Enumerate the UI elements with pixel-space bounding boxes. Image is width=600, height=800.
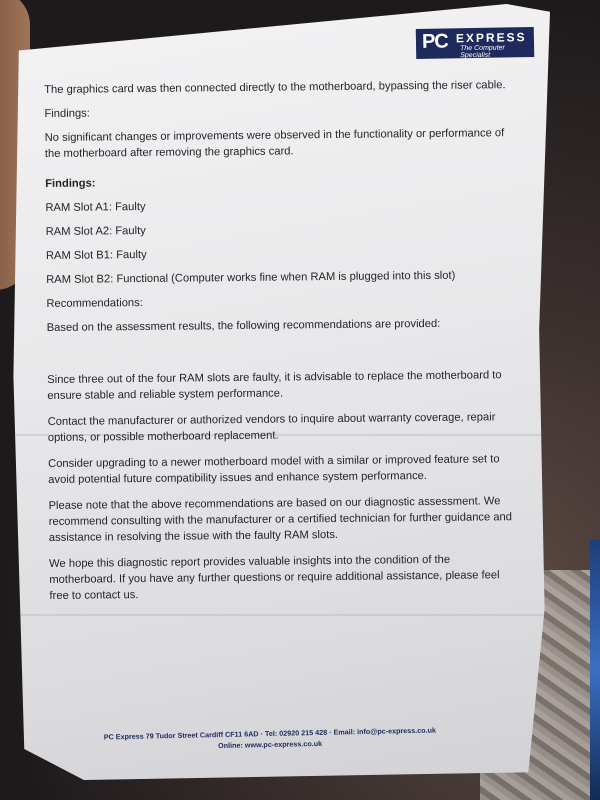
background-object — [590, 540, 600, 800]
recommendation-item: Consider upgrading to a newer motherboard model with a similar or improved feature set to avoid potential future compatibility issues and enhance system performance. — [48, 453, 500, 486]
pc-express-logo — [416, 27, 535, 59]
note-paragraph: Please note that the above recommendations are based on our diagnostic assessment. We recommend consulting with the manufacturer or a certified technician for further guidance and assistance in resolving the issue with the faulty RAM slots. — [48, 495, 513, 544]
logo-express: EXPRESS — [455, 30, 527, 46]
recommendation-item: Since three out of the four RAM slots are faulty, it is advisable to replace the motherboard to ensure stable and reliable system performance. — [47, 369, 502, 402]
paper-crease — [8, 614, 550, 616]
intro-line: The graphics card was then connected directly to the motherboard, bypassing the riser cable. — [44, 79, 506, 96]
findings-label: Findings: — [44, 107, 90, 120]
ram-slot-b1: RAM Slot B1: Faulty — [45, 248, 147, 262]
ram-slot-b2: RAM Slot B2: Functional (Computer works fine when RAM is plugged into this slot) — [46, 269, 456, 286]
report-body — [44, 67, 520, 604]
recommendations-label: Recommendations: — [46, 296, 143, 310]
logo-tagline: The Computer Specialist — [460, 44, 505, 60]
footer-address: PC Express 79 Tudor Street Cardiff CF11 6AD · Tel: 02920 215 428 · Email: info@pc-express.co.uk — [103, 725, 437, 742]
ram-slot-a1: RAM Slot A1: Faulty — [45, 200, 146, 214]
logo-pc: PC — [421, 30, 448, 53]
closing-paragraph: We hope this diagnostic report provides valuable insights into the condition of the motherboard. If you have any further questions or require additional assistance, please feel free to contact us. — [49, 553, 500, 602]
recommendations-intro: Based on the assessment results, the following recommendations are provided: — [46, 317, 441, 334]
recommendation-item: Contact the manufacturer or authorized vendors to inquire about warranty coverage, repair options, or possible motherboard replacement. — [47, 411, 496, 444]
findings-text: No significant changes or improvements were observed in the functionality or performance of the motherboard after removing the graphics card. — [44, 127, 505, 160]
findings-heading: Findings: — [45, 177, 96, 190]
footer-website: Online: www.pc-express.co.uk — [218, 738, 323, 751]
ram-slot-a2: RAM Slot A2: Faulty — [45, 224, 146, 238]
